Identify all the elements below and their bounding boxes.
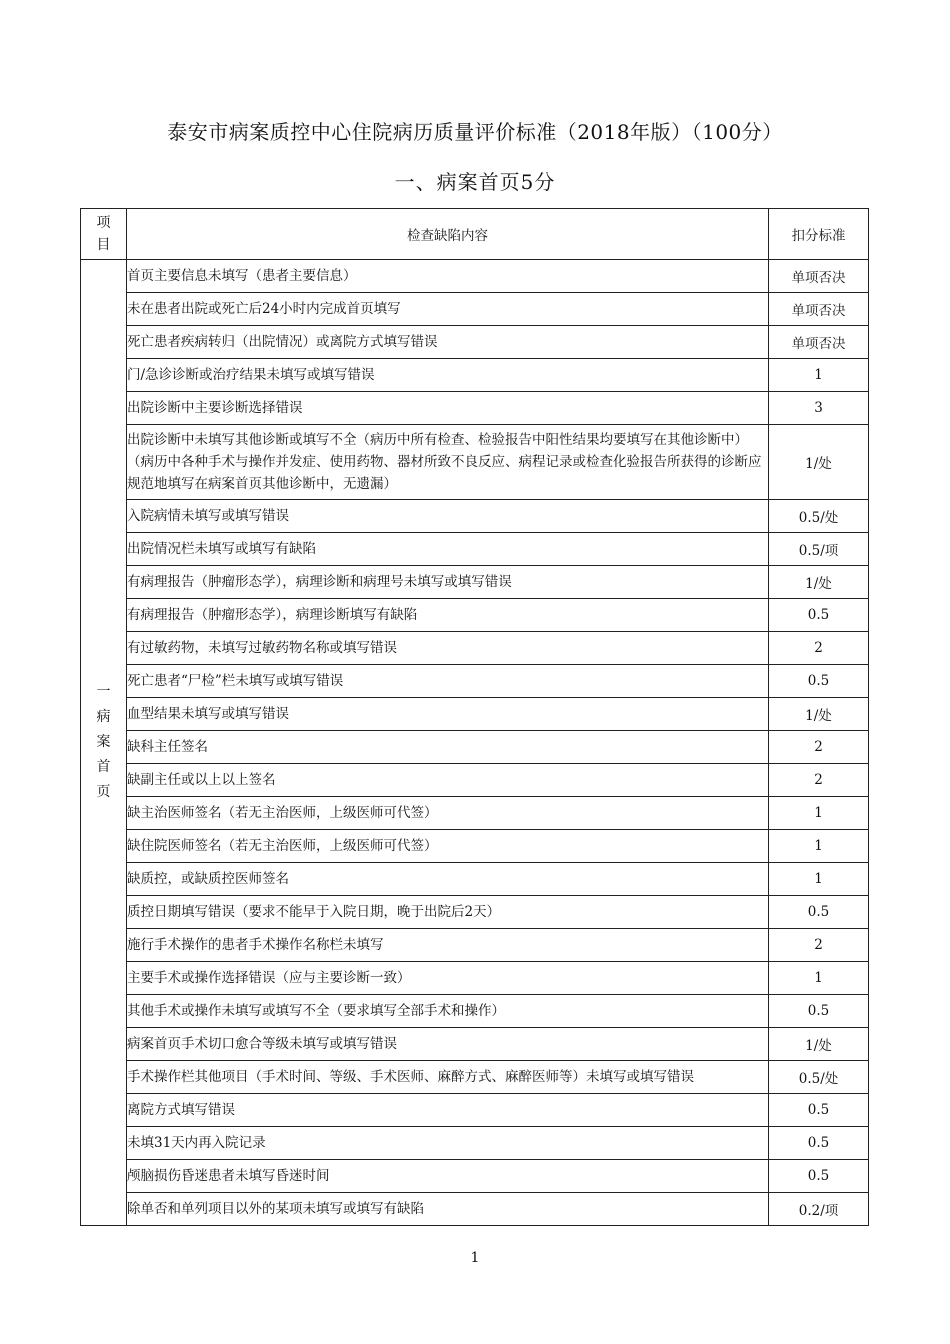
table-row [81, 566, 869, 599]
table-row [81, 632, 869, 665]
defect-content-cell: 离院方式填写错误 [127, 1094, 769, 1127]
defect-content-cell: 有过敏药物，未填写过敏药物名称或填写错误 [127, 632, 769, 665]
deduction-score-cell: 1/处 [769, 698, 869, 731]
defect-content-cell: 有病理报告（肿瘤形态学），病理诊断填写有缺陷 [127, 599, 769, 632]
deduction-score-cell: 1/处 [769, 425, 869, 500]
table-row [81, 764, 869, 797]
table-row [81, 533, 869, 566]
defect-content-cell: 死亡患者疾病转归（出院情况）或离院方式填写错误 [127, 326, 769, 359]
table-row [81, 1127, 869, 1160]
page-number: 1 [470, 1250, 480, 1266]
deduction-score-cell: 1 [769, 359, 869, 392]
table-row [81, 425, 869, 500]
defect-content-cell: 缺副主任或以上以上签名 [127, 764, 769, 797]
defect-content-cell: 质控日期填写错误（要求不能早于入院日期，晚于出院后2天） [127, 896, 769, 929]
table-row [81, 995, 869, 1028]
header-content: 检查缺陷内容 [127, 209, 769, 260]
defect-content-cell: 死亡患者“尸检”栏未填写或填写错误 [127, 665, 769, 698]
deduction-score-cell: 0.5 [769, 1127, 869, 1160]
item-category-cell [81, 260, 127, 1226]
evaluation-table [80, 208, 869, 1226]
defect-content-cell: 缺主治医师签名（若无主治医师，上级医师可代签） [127, 797, 769, 830]
table-row [81, 1094, 869, 1127]
table-row [81, 359, 869, 392]
deduction-score-cell: 0.2/项 [769, 1193, 869, 1226]
deduction-score-cell: 1 [769, 797, 869, 830]
defect-content-cell: 血型结果未填写或填写错误 [127, 698, 769, 731]
table-row [81, 929, 869, 962]
defect-content-cell: 除单否和单列项目以外的某项未填写或填写有缺陷 [127, 1193, 769, 1226]
defect-content-cell: 缺科主任签名 [127, 731, 769, 764]
defect-content-cell: 施行手术操作的患者手术操作名称栏未填写 [127, 929, 769, 962]
table-row [81, 830, 869, 863]
deduction-score-cell: 0.5 [769, 1094, 869, 1127]
deduction-score-cell: 1/处 [769, 1028, 869, 1061]
table-row [81, 599, 869, 632]
table-row [81, 797, 869, 830]
deduction-score-cell: 1 [769, 830, 869, 863]
item-category-label: 一病案首页 [96, 684, 111, 800]
defect-content-cell: 主要手术或操作选择错误（应与主要诊断一致） [127, 962, 769, 995]
deduction-score-cell: 0.5 [769, 665, 869, 698]
table-row [81, 1061, 869, 1094]
table-row [81, 665, 869, 698]
deduction-score-cell: 2 [769, 731, 869, 764]
deduction-score-cell: 0.5 [769, 599, 869, 632]
defect-content-cell: 入院病情未填写或填写错误 [127, 500, 769, 533]
defect-content-cell: 出院诊断中未填写其他诊断或填写不全（病历中所有检查、检验报告中阳性结果均要填写在其他诊断中）（病历中各种手术与操作并发症、使用药物、器材所致不良反应、病程记录或检查化验报告所获得的诊断应规范地填写在病案首页其他诊断中，无遗漏） [127, 425, 769, 500]
deduction-score-cell: 1 [769, 863, 869, 896]
defect-content-cell: 门/急诊诊断或治疗结果未填写或填写错误 [127, 359, 769, 392]
deduction-score-cell: 2 [769, 632, 869, 665]
defect-content-cell: 首页主要信息未填写（患者主要信息） [127, 260, 769, 293]
table-row [81, 863, 869, 896]
table-row [81, 731, 869, 764]
deduction-score-cell: 0.5 [769, 1160, 869, 1193]
section-title: 一、病案首页5分 [394, 170, 556, 194]
deduction-score-cell: 1/处 [769, 566, 869, 599]
deduction-score-cell: 3 [769, 392, 869, 425]
defect-content-cell: 未在患者出院或死亡后24小时内完成首页填写 [127, 293, 769, 326]
defect-content-cell: 病案首页手术切口愈合等级未填写或填写错误 [127, 1028, 769, 1061]
table-row [81, 500, 869, 533]
deduction-score-cell: 0.5 [769, 995, 869, 1028]
deduction-score-cell: 单项否决 [769, 293, 869, 326]
table-row [81, 962, 869, 995]
defect-content-cell: 未填31天内再入院记录 [127, 1127, 769, 1160]
table-row [81, 896, 869, 929]
deduction-score-cell: 0.5 [769, 896, 869, 929]
table-row [81, 1160, 869, 1193]
defect-content-cell: 出院情况栏未填写或填写有缺陷 [127, 533, 769, 566]
defect-content-cell: 其他手术或操作未填写或填写不全（要求填写全部手术和操作） [127, 995, 769, 1028]
deduction-score-cell: 0.5/项 [769, 533, 869, 566]
table-row [81, 326, 869, 359]
defect-content-cell: 缺质控，或缺质控医师签名 [127, 863, 769, 896]
deduction-score-cell: 单项否决 [769, 260, 869, 293]
deduction-score-cell: 0.5/处 [769, 500, 869, 533]
defect-content-cell: 出院诊断中主要诊断选择错误 [127, 392, 769, 425]
document-title: 泰安市病案质控中心住院病历质量评价标准（2018年版）（100分） [167, 120, 783, 144]
deduction-score-cell: 2 [769, 764, 869, 797]
table-row [81, 392, 869, 425]
deduction-score-cell: 1 [769, 962, 869, 995]
table-row [81, 698, 869, 731]
header-score: 扣分标准 [769, 209, 869, 260]
table-header-row [81, 209, 869, 260]
table-row [81, 1028, 869, 1061]
table-row [81, 1193, 869, 1226]
deduction-score-cell: 2 [769, 929, 869, 962]
deduction-score-cell: 单项否决 [769, 326, 869, 359]
table-row [81, 260, 869, 293]
header-item: 项目 [81, 209, 127, 260]
defect-content-cell: 缺住院医师签名（若无主治医师，上级医师可代签） [127, 830, 769, 863]
deduction-score-cell: 0.5/处 [769, 1061, 869, 1094]
defect-content-cell: 手术操作栏其他项目（手术时间、等级、手术医师、麻醉方式、麻醉医师等）未填写或填写错误 [127, 1061, 769, 1094]
defect-content-cell: 颅脑损伤昏迷患者未填写昏迷时间 [127, 1160, 769, 1193]
defect-content-cell: 有病理报告（肿瘤形态学），病理诊断和病理号未填写或填写错误 [127, 566, 769, 599]
table-row [81, 293, 869, 326]
